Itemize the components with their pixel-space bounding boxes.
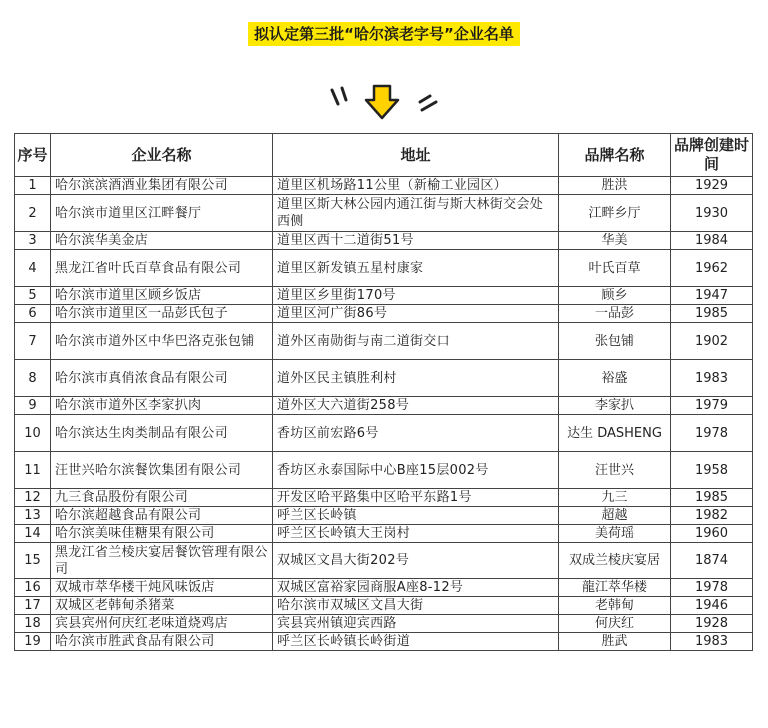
- row-num: 15: [15, 543, 51, 579]
- table-row: [15, 305, 753, 323]
- row-company: 哈尔滨达生肉类制品有限公司: [51, 415, 273, 452]
- row-brand: 华美: [559, 232, 671, 250]
- row-company: 九三食品股份有限公司: [51, 489, 273, 507]
- title-area: [0, 22, 768, 46]
- row-company: 双城市萃华楼干炖风味饭店: [51, 579, 273, 597]
- row-year: 1979: [671, 397, 753, 415]
- row-company: 哈尔滨市道里区江畔餐厅: [51, 195, 273, 232]
- row-brand: 顾乡: [559, 287, 671, 305]
- row-brand: 何庆红: [559, 615, 671, 633]
- row-brand: 达生 DASHENG: [559, 415, 671, 452]
- row-year: 1874: [671, 543, 753, 579]
- table-row: [15, 232, 753, 250]
- row-year: 1947: [671, 287, 753, 305]
- row-brand: 超越: [559, 507, 671, 525]
- table-row: [15, 525, 753, 543]
- table-row: [15, 615, 753, 633]
- row-company: 双城区老韩甸杀猪菜: [51, 597, 273, 615]
- row-address: 呼兰区长岭镇: [273, 507, 559, 525]
- row-num: 7: [15, 323, 51, 360]
- arrow-down-icon: [324, 84, 444, 124]
- row-num: 12: [15, 489, 51, 507]
- table-row: [15, 195, 753, 232]
- header-num: 序号: [15, 134, 51, 177]
- header-year: 品牌创建时间: [671, 134, 753, 177]
- row-company: 黑龙江省兰棱庆宴居餐饮管理有限公司: [51, 543, 273, 579]
- row-address: 开发区哈平路集中区哈平东路1号: [273, 489, 559, 507]
- row-company: 黑龙江省叶氏百草食品有限公司: [51, 250, 273, 287]
- row-year: 1960: [671, 525, 753, 543]
- row-brand: 一品彭: [559, 305, 671, 323]
- row-company: 哈尔滨美味佳糖果有限公司: [51, 525, 273, 543]
- row-num: 8: [15, 360, 51, 397]
- row-year: 1958: [671, 452, 753, 489]
- table-row: [15, 323, 753, 360]
- row-year: 1929: [671, 177, 753, 195]
- row-num: 11: [15, 452, 51, 489]
- row-num: 10: [15, 415, 51, 452]
- row-year: 1946: [671, 597, 753, 615]
- row-num: 13: [15, 507, 51, 525]
- row-num: 17: [15, 597, 51, 615]
- row-year: 1978: [671, 415, 753, 452]
- row-year: 1982: [671, 507, 753, 525]
- row-company: 哈尔滨华美金店: [51, 232, 273, 250]
- table-row: [15, 177, 753, 195]
- row-address: 宾县宾州镇迎宾西路: [273, 615, 559, 633]
- row-address: 双城区文昌大街202号: [273, 543, 559, 579]
- row-brand: 九三: [559, 489, 671, 507]
- row-company: 宾县宾州何庆红老味道烧鸡店: [51, 615, 273, 633]
- row-brand: 胜洪: [559, 177, 671, 195]
- row-num: 3: [15, 232, 51, 250]
- row-address: 香坊区永泰国际中心B座15层002号: [273, 452, 559, 489]
- row-address: 道里区河广街86号: [273, 305, 559, 323]
- header-company: 企业名称: [51, 134, 273, 177]
- row-address: 道里区新发镇五星村康家: [273, 250, 559, 287]
- row-company: 哈尔滨超越食品有限公司: [51, 507, 273, 525]
- row-year: 1985: [671, 489, 753, 507]
- row-num: 9: [15, 397, 51, 415]
- row-address: 道外区民主镇胜利村: [273, 360, 559, 397]
- row-year: 1978: [671, 579, 753, 597]
- table-row: [15, 415, 753, 452]
- row-year: 1930: [671, 195, 753, 232]
- row-num: 1: [15, 177, 51, 195]
- row-address: 道里区西十二道街51号: [273, 232, 559, 250]
- table-header-row: [15, 134, 753, 177]
- row-year: 1962: [671, 250, 753, 287]
- header-brand: 品牌名称: [559, 134, 671, 177]
- row-address: 双城区富裕家园商服A座8-12号: [273, 579, 559, 597]
- row-address: 哈尔滨市双城区文昌大街: [273, 597, 559, 615]
- row-year: 1983: [671, 633, 753, 651]
- row-brand: 张包铺: [559, 323, 671, 360]
- row-address: 香坊区前宏路6号: [273, 415, 559, 452]
- row-company: 哈尔滨市道里区一品彭氏包子: [51, 305, 273, 323]
- row-brand: 胜武: [559, 633, 671, 651]
- row-brand: 江畔乡厅: [559, 195, 671, 232]
- table-row: [15, 633, 753, 651]
- table-row: [15, 507, 753, 525]
- table-row: [15, 489, 753, 507]
- row-year: 1928: [671, 615, 753, 633]
- row-num: 19: [15, 633, 51, 651]
- header-address: 地址: [273, 134, 559, 177]
- row-company: 哈尔滨市道外区中华巴洛克张包铺: [51, 323, 273, 360]
- row-num: 5: [15, 287, 51, 305]
- row-address: 道外区大六道街258号: [273, 397, 559, 415]
- row-num: 4: [15, 250, 51, 287]
- row-year: 1983: [671, 360, 753, 397]
- row-year: 1984: [671, 232, 753, 250]
- row-num: 6: [15, 305, 51, 323]
- table-row: [15, 287, 753, 305]
- row-company: 汪世兴哈尔滨餐饮集团有限公司: [51, 452, 273, 489]
- row-num: 18: [15, 615, 51, 633]
- row-brand: 裕盛: [559, 360, 671, 397]
- row-brand: 汪世兴: [559, 452, 671, 489]
- table-row: [15, 452, 753, 489]
- row-year: 1985: [671, 305, 753, 323]
- page-title: 拟认定第三批“哈尔滨老字号”企业名单: [248, 22, 520, 46]
- row-brand: 双成兰棱庆宴居: [559, 543, 671, 579]
- table-row: [15, 360, 753, 397]
- row-year: 1902: [671, 323, 753, 360]
- row-brand: 龍江萃华楼: [559, 579, 671, 597]
- table-row: [15, 250, 753, 287]
- row-company: 哈尔滨滨酒酒业集团有限公司: [51, 177, 273, 195]
- row-address: 道里区乡里街170号: [273, 287, 559, 305]
- row-address: 道里区机场路11公里（新榆工业园区）: [273, 177, 559, 195]
- row-company: 哈尔滨市真俏浓食品有限公司: [51, 360, 273, 397]
- table-row: [15, 597, 753, 615]
- row-brand: 老韩甸: [559, 597, 671, 615]
- row-address: 呼兰区长岭镇大王岗村: [273, 525, 559, 543]
- table-row: [15, 397, 753, 415]
- row-address: 道外区南勋街与南二道街交口: [273, 323, 559, 360]
- row-address: 呼兰区长岭镇长岭街道: [273, 633, 559, 651]
- row-brand: 李家扒: [559, 397, 671, 415]
- row-company: 哈尔滨市道里区顾乡饭店: [51, 287, 273, 305]
- row-address: 道里区斯大林公园内通江街与斯大林街交会处西侧: [273, 195, 559, 232]
- row-num: 14: [15, 525, 51, 543]
- row-company: 哈尔滨市胜武食品有限公司: [51, 633, 273, 651]
- row-brand: 叶氏百草: [559, 250, 671, 287]
- row-num: 16: [15, 579, 51, 597]
- row-company: 哈尔滨市道外区李家扒肉: [51, 397, 273, 415]
- row-brand: 美荷瑶: [559, 525, 671, 543]
- row-num: 2: [15, 195, 51, 232]
- company-table: [14, 133, 753, 651]
- table-row: [15, 579, 753, 597]
- table-row: [15, 543, 753, 579]
